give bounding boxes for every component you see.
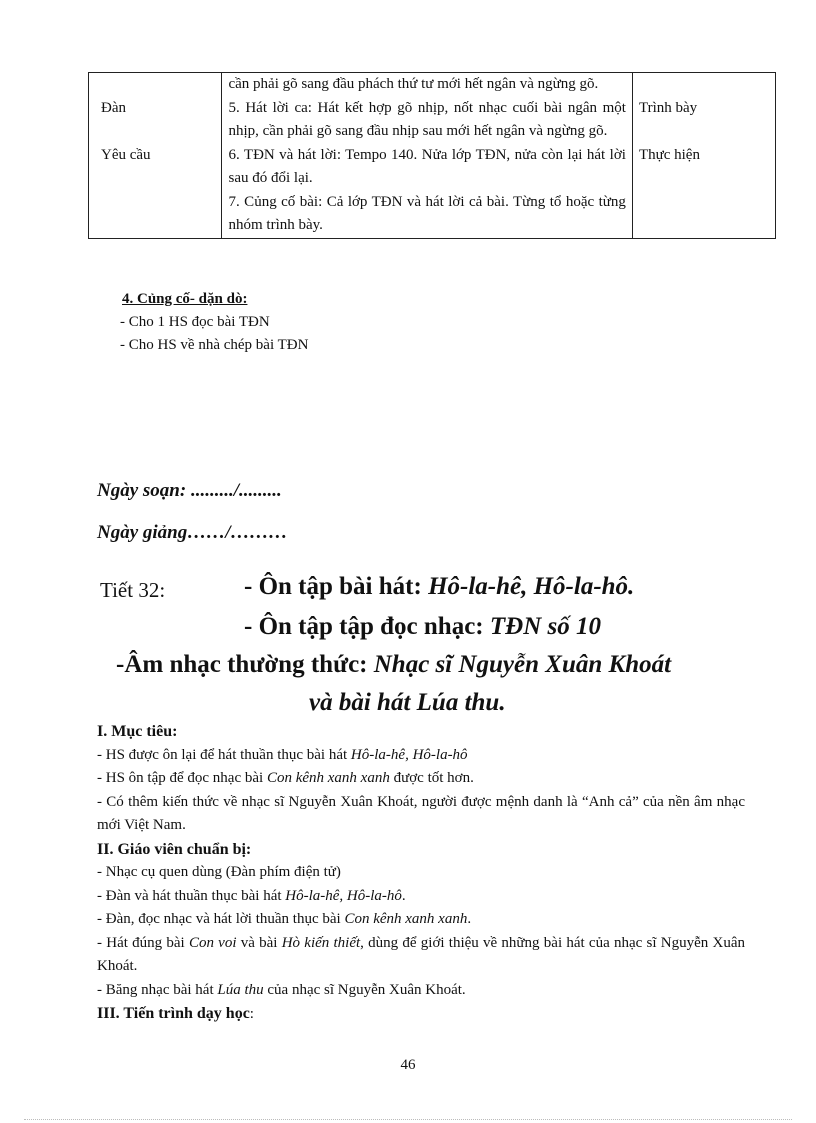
title-line-4: [309, 689, 506, 717]
title-line-1: [244, 573, 634, 601]
cungco-section: [122, 288, 247, 311]
cungco-item: - Cho 1 HS đọc bài TĐN: [120, 314, 270, 330]
giao-vien-item: - Hát đúng bài Con voi và bài Hò kiến thiết, dùng để giới thiệu về những bài hát của nhạc sĩ Nguyễn Xuân Khoát.: [97, 934, 745, 974]
footer-divider: [24, 1119, 792, 1120]
page-number: 46: [400, 1057, 416, 1073]
table-cell-trinhbay: Trình bày: [638, 99, 698, 116]
table-col-activity: [632, 73, 775, 239]
tiet-label: Tiết 32:: [100, 578, 166, 602]
activity-table: [88, 72, 776, 239]
title-line-1-prefix: - Ôn tập bài hát:: [244, 573, 429, 600]
table-cell-dan: Đàn: [101, 99, 126, 116]
title-line-3-composer: Nhạc sĩ Nguyễn Xuân Khoát: [373, 651, 672, 678]
table-cell-yeucau: Yêu cầu: [101, 146, 151, 163]
muc-tieu-heading: I. Mục tiêu:: [97, 723, 178, 740]
ngay-soan: Ngày soạn: ........./.........: [97, 480, 282, 501]
muc-tieu-item: - HS ôn tập để đọc nhạc bài Con kênh xanh xanh được tốt hơn.: [97, 770, 474, 786]
giao-vien-item: - Băng nhạc bài hát Lúa thu của nhạc sĩ Nguyễn Xuân Khoát.: [97, 981, 466, 998]
giao-vien-heading: II. Giáo viên chuẩn bị:: [97, 840, 252, 858]
table-col-content: [222, 73, 632, 239]
title-line-2: [244, 613, 601, 641]
title-line-4-song: và bài hát Lúa thu.: [309, 689, 506, 716]
cungco-item: - Cho HS về nhà chép bài TĐN: [120, 337, 309, 353]
cungco-heading: 4. Củng cố- dặn dò:: [122, 291, 248, 307]
title-line-3-prefix: -Âm nhạc thường thức:: [116, 651, 374, 678]
muc-tieu-item: - HS được ôn lại để hát thuần thục bài hát Hô-la-hê, Hô-la-hô: [97, 746, 468, 763]
giao-vien-item: - Đàn, đọc nhạc và hát lời thuần thục bài Con kênh xanh xanh.: [97, 911, 472, 927]
muc-tieu-section: [97, 720, 745, 1027]
muc-tieu-item: - Có thêm kiến thức về nhạc sĩ Nguyễn Xuân Khoát, người được mệnh danh là “Anh cả” của nền âm nhạc mới Việt Nam.: [97, 793, 745, 833]
tien-trinh-heading: III. Tiến trình dạy học:: [97, 1005, 254, 1022]
table-col-subject: [89, 73, 222, 239]
title-line-3: [116, 651, 671, 679]
ngay-giang: Ngày giảng……/………: [97, 522, 288, 543]
giao-vien-item: - Đàn và hát thuần thục bài hát Hô-la-hê, Hô-la-hô.: [97, 887, 406, 904]
content-step-7: 7. Củng cố bài: Cả lớp TĐN và hát lời cả bài. Từng tổ hoặc từng nhóm trình bày.: [228, 193, 626, 233]
giao-vien-item: - Nhạc cụ quen dùng (Đàn phím điện tử): [97, 864, 341, 880]
content-line-1: cần phải gõ sang đầu phách thứ tư mới hết ngân và ngừng gõ.: [228, 76, 599, 92]
title-line-2-tdn: TĐN số 10: [489, 613, 601, 640]
content-step-6: 6. TĐN và hát lời: Tempo 140. Nửa lớp TĐN, nửa còn lại hát lời sau đó đổi lại.: [228, 146, 626, 186]
title-line-1-song: Hô-la-hê, Hô-la-hô.: [428, 573, 635, 600]
table-row: [89, 73, 776, 239]
title-line-2-prefix: - Ôn tập tập đọc nhạc:: [244, 613, 490, 640]
table-cell-thuchien: Thực hiện: [638, 146, 700, 163]
cungco-items: [120, 311, 308, 357]
content-step-5: 5. Hát lời ca: Hát kết hợp gõ nhịp, nốt nhạc cuối bài ngân một nhịp, cần phải gõ sang đầu nhịp sau mới hết ngân và ngừng gõ.: [228, 99, 626, 139]
